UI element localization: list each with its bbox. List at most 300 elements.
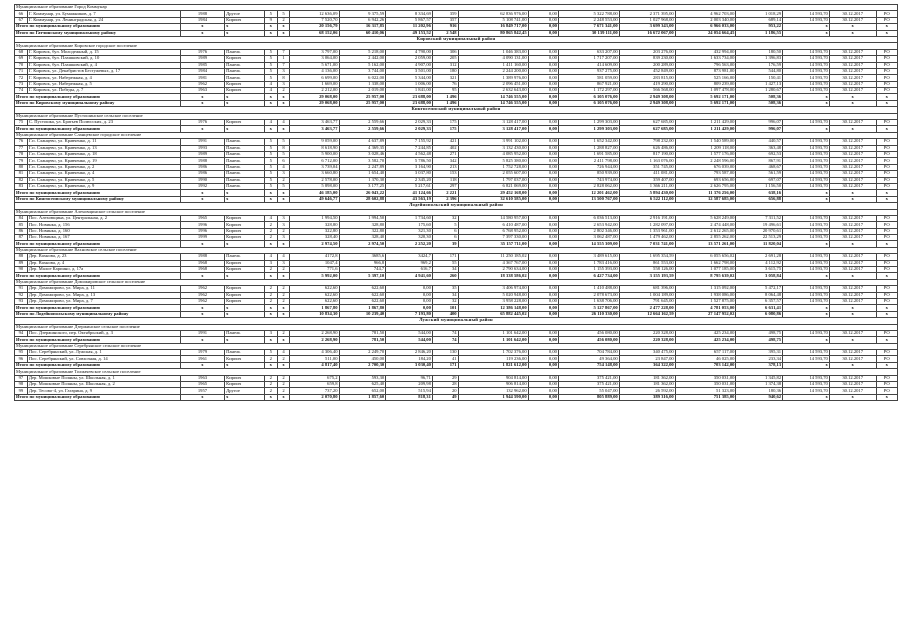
subtotal-cell: 46 185,00 [290, 190, 339, 196]
table-cell: Панель [225, 158, 265, 164]
table-cell: 1 172 297,00 [558, 88, 619, 94]
table-cell: 1 938 086,00 [675, 292, 736, 298]
subtotal-cell: 1 496 [432, 94, 458, 100]
table-cell: 2 626 795,00 [675, 183, 736, 189]
table-cell: 30.12.2017 [829, 228, 876, 234]
subtotal-cell: 14 746 555,00 [458, 100, 528, 106]
table-cell: Панель [225, 164, 265, 170]
table-cell: 544,00 [386, 330, 433, 336]
table-cell: 867,91 [736, 158, 783, 164]
table-cell: 1 211 429,00 [675, 120, 736, 126]
subtotal-cell: 25 957,00 [339, 94, 386, 100]
table-cell: 7 397 330,00 [458, 235, 528, 241]
table-cell: 2 [277, 286, 290, 292]
table-cell: 30.12.2017 [829, 382, 876, 388]
subtotal-cell: 627 685,00 [619, 126, 675, 132]
table-cell: РО [876, 350, 897, 356]
municipality-heading: Муниципальное образование Сланцевское городское поселение [15, 132, 898, 138]
table-cell: 14 593,70 [783, 171, 830, 177]
table-cell: 1 734,60 [386, 215, 433, 221]
subtotal-cell: x [225, 190, 265, 196]
subtotal-label: Итого по муниципальному образованию [15, 190, 181, 196]
table-cell: 704 784,00 [558, 350, 619, 356]
table-cell: 3 028,46 [339, 151, 386, 157]
subtotal-cell: x [783, 30, 830, 36]
table-cell: 363,48 [736, 145, 783, 151]
table-cell: РО [876, 298, 897, 304]
table-cell: 3424,7 [386, 254, 433, 260]
table-cell: 5 [264, 75, 277, 81]
table-cell: 171 [432, 254, 458, 260]
table-cell: 937 275,00 [558, 68, 619, 74]
table-cell: 175 [432, 120, 458, 126]
table-cell: 14 593,70 [783, 17, 830, 23]
table-cell: 1961 [180, 356, 224, 362]
district-heading: Лужский муниципальный район [15, 318, 898, 324]
table-cell: 4 085 952,00 [458, 151, 528, 157]
table-cell: 6 036 513,00 [558, 215, 619, 221]
table-cell: 5 [264, 56, 277, 62]
table-cell: 34 [432, 292, 458, 298]
subtotal-cell: 29 068,00 [290, 100, 339, 106]
table-cell: 8 618,90 [290, 145, 339, 151]
subtotal-cell: 260 [432, 273, 458, 279]
table-cell: 92 [15, 292, 28, 298]
table-cell: 0,00 [528, 330, 558, 336]
subtotal-cell: x [876, 196, 897, 202]
table-cell: 5 217,61 [386, 183, 433, 189]
subtotal-cell: x [225, 196, 265, 202]
table-cell: 0,00 [528, 375, 558, 381]
table-cell: 5 [264, 164, 277, 170]
table-cell: 1999 [180, 235, 224, 241]
subtotal-cell: 6 522 112,00 [619, 196, 675, 202]
table-cell: Кирпич [225, 356, 265, 362]
table-cell: Панель [225, 171, 265, 177]
table-cell: 3 128 417,00 [458, 120, 528, 126]
address-cell: Дер. Доможирово, ул. Мира, д. 11 [27, 286, 180, 292]
subtotal-cell: 6 631,41 [736, 305, 783, 311]
subtotal-cell: 6 427 734,00 [558, 273, 619, 279]
table-cell: 2 [277, 388, 290, 394]
table-cell: 3685,6 [339, 254, 386, 260]
subtotal-cell: 703 142,00 [675, 362, 736, 368]
subtotal-cell: x [876, 273, 897, 279]
subtotal-cell: 28 602,88 [339, 196, 386, 202]
table-cell: 14 593,70 [783, 56, 830, 62]
table-cell: 6 [432, 228, 458, 234]
subtotal-cell: 171 [432, 362, 458, 368]
table-cell: 328,80 [339, 222, 386, 228]
table-cell: Панель [225, 177, 265, 183]
table-cell: РО [876, 139, 897, 145]
table-cell: 5 [264, 350, 277, 356]
table-cell: 1 374,38 [736, 382, 783, 388]
table-cell: 6 [432, 235, 458, 241]
table-cell: 30.12.2017 [829, 267, 876, 273]
table-cell: 0,00 [528, 171, 558, 177]
table-cell: 5 898,00 [290, 183, 339, 189]
table-cell: 4 136,00 [290, 68, 339, 74]
subtotal-cell: 2 700,30 [339, 362, 386, 368]
table-cell: 2 [277, 228, 290, 234]
table-cell: 4 [264, 88, 277, 94]
table-cell: 1 669,00 [290, 81, 339, 87]
table-cell: 30.12.2017 [829, 177, 876, 183]
table-cell: 743 974,00 [558, 177, 619, 183]
subtotal-cell: 27 147 952,02 [675, 311, 736, 317]
district-heading: Кировский муниципальный район [15, 36, 898, 42]
table-cell: 809 239,00 [675, 81, 736, 87]
table-cell: 3 [277, 260, 290, 266]
subtotal-cell: 781,50 [339, 337, 386, 343]
table-cell: 5 [264, 139, 277, 145]
subtotal-cell: x [876, 24, 897, 30]
subtotal-cell: 0,00 [528, 24, 558, 30]
subtotal-cell: x [829, 100, 876, 106]
table-cell: 468,67 [736, 164, 783, 170]
table-cell: Кирпич [225, 17, 265, 23]
table-cell: 321 [432, 75, 458, 81]
table-cell: 203 276,00 [619, 49, 675, 55]
subtotal-cell: x [277, 311, 290, 317]
table-cell: 95 [15, 350, 28, 356]
table-cell: 30.12.2017 [829, 120, 876, 126]
subtotal-cell: x [876, 94, 897, 100]
table-cell: 14 593,70 [783, 350, 830, 356]
municipality-heading: Муниципальное образование Вахновское сельское поселение [15, 247, 898, 253]
table-cell: 1 994,50 [339, 215, 386, 221]
table-cell: 1 662 798,00 [675, 260, 736, 266]
table-cell: 2 653 942,00 [558, 222, 619, 228]
table-cell: Панель [225, 350, 265, 356]
address-cell: Пос. Серебрянский, ул. Лужская, д. 1 [27, 350, 180, 356]
table-cell: 2 059,00 [386, 56, 433, 62]
table-cell: Кирпич [225, 81, 265, 87]
table-cell: 5 [264, 183, 277, 189]
subtotal-cell: 6 105 076,00 [558, 100, 619, 106]
subtotal-cell: 0,00 [528, 305, 558, 311]
table-cell: 1962 [180, 286, 224, 292]
address-cell: Г. Кировск, ул. Победы, д. 7 [27, 88, 180, 94]
table-cell: 5 786,50 [386, 158, 433, 164]
table-cell: 2 247,89 [339, 164, 386, 170]
table-cell: Кирпич [225, 88, 265, 94]
table-cell: 76 [15, 139, 28, 145]
subtotal-cell: 0,00 [528, 311, 558, 317]
table-cell: 7 155,92 [386, 139, 433, 145]
subtotal-cell: x [180, 24, 224, 30]
table-cell: 1965 [180, 382, 224, 388]
table-cell: 906 814,00 [458, 382, 528, 388]
address-cell: Г. Кировск, ул. Набережная, д. 5 [27, 81, 180, 87]
table-cell: 20 [432, 388, 458, 394]
table-cell: 14 593,70 [783, 388, 830, 394]
table-cell: 30.12.2017 [829, 330, 876, 336]
table-cell: 5 825 380,00 [458, 158, 528, 164]
table-cell: 12 636,09 [290, 11, 339, 17]
table-cell: 3 [277, 235, 290, 241]
subtotal-cell: 16 317,85 [339, 24, 386, 30]
subtotal-cell: 2 559,66 [339, 126, 386, 132]
table-cell: Панель [225, 68, 265, 74]
table-cell: 1 299 303,00 [558, 120, 619, 126]
table-cell: 2 055 607,00 [458, 171, 528, 177]
table-cell: 2 802 346,00 [558, 228, 619, 234]
table-cell: 402 [432, 145, 458, 151]
subtotal-cell: 0,00 [528, 362, 558, 368]
subtotal-cell: x [277, 126, 290, 132]
table-cell: 6 821 069,00 [458, 183, 528, 189]
table-cell: 0,00 [528, 350, 558, 356]
table-cell: 1 282 097,00 [619, 222, 675, 228]
table-cell: 456 080,00 [558, 330, 619, 336]
table-cell: РО [876, 158, 897, 164]
table-cell: 3 062 487,00 [558, 235, 619, 241]
table-cell: 2 [264, 382, 277, 388]
subtotal-cell: 26 110 330,00 [558, 311, 619, 317]
table-cell: 0,00 [528, 75, 558, 81]
subtotal-cell: 6 080,86 [736, 311, 783, 317]
subtotal-cell: 12 664 162,59 [619, 311, 675, 317]
table-cell: 5 [264, 158, 277, 164]
table-cell: РО [876, 88, 897, 94]
table-cell: 0,00 [528, 254, 558, 260]
table-cell: 9 [264, 17, 277, 23]
table-cell: 328,80 [290, 222, 339, 228]
table-cell: 312 [432, 62, 458, 68]
table-cell: 69 [15, 56, 28, 62]
table-cell: 693 656,00 [675, 177, 736, 183]
table-cell: 3 582,70 [339, 158, 386, 164]
subtotal-cell: 0,00 [528, 196, 558, 202]
table-cell: 14 593,70 [783, 260, 830, 266]
table-cell: 622,60 [339, 298, 386, 304]
subtotal-cell: 3 030,40 [386, 362, 433, 368]
address-cell: Г.п. Сланцево, ул. Кравченко, д. 2 [27, 164, 180, 170]
table-cell: Кирпич [225, 375, 265, 381]
table-cell: 515,94 [386, 388, 433, 394]
subtotal-cell: 8 795 639,02 [675, 273, 736, 279]
subtotal-cell: 5 992,00 [290, 273, 339, 279]
table-cell: РО [876, 254, 897, 260]
subtotal-cell: x [783, 100, 830, 106]
table-cell: 0,00 [528, 382, 558, 388]
table-cell: 3 164,90 [386, 164, 433, 170]
subtotal-label: Итого по муниципальному образованию [15, 94, 181, 100]
table-cell: 30.12.2017 [829, 286, 876, 292]
table-cell: 4 [264, 120, 277, 126]
table-cell: 29 [432, 375, 458, 381]
table-cell: 359 [432, 11, 458, 17]
table-cell: 2 632 643,00 [458, 88, 528, 94]
table-cell: 5 218,00 [339, 49, 386, 55]
table-cell: 1988 [180, 254, 224, 260]
table-cell: 30.12.2017 [829, 222, 876, 228]
table-cell: 0,00 [528, 235, 558, 241]
table-cell: 1 540 589,00 [675, 139, 736, 145]
address-cell: Пос. Алеховщина, ул. Центральная, д. 2 [27, 215, 180, 221]
table-cell: 0,00 [528, 11, 558, 17]
table-cell: 2 578,00 [290, 177, 339, 183]
table-cell: 93 [15, 298, 28, 304]
table-cell: 1984 [180, 68, 224, 74]
address-cell: Пос. Новинка, д. 160 [27, 228, 180, 234]
table-cell: 9 375,59 [339, 11, 386, 17]
table-cell: 689,14 [736, 17, 783, 23]
municipality-heading: Муниципальное образование Пустошинское сельское поселение [15, 113, 898, 119]
table-cell: 9 059,00 [290, 139, 339, 145]
table-cell: 4 090 131,00 [458, 56, 528, 62]
subtotal-cell: 389 316,00 [619, 394, 675, 400]
subtotal-cell: x [783, 337, 830, 343]
table-cell: 1 006,00 [386, 81, 433, 87]
table-cell: 46 025,00 [675, 356, 736, 362]
address-cell: Пос. Дзержинского, пер. Октябрьский, д. 3 [27, 330, 180, 336]
subtotal-cell: x [264, 190, 277, 196]
table-cell: 2 411 798,00 [558, 158, 619, 164]
table-cell: 657 117,00 [675, 350, 736, 356]
table-cell: 2 244 200,00 [458, 68, 528, 74]
subtotal-cell: x [225, 311, 265, 317]
subtotal-cell: 16 849 717,00 [458, 24, 528, 30]
table-cell: 14 593,70 [783, 330, 830, 336]
table-cell: 5 [264, 49, 277, 55]
table-cell: 5 322 788,00 [558, 11, 619, 17]
table-cell: 271 [432, 151, 458, 157]
table-cell: 74 [432, 330, 458, 336]
table-cell: 2 855 262,00 [675, 235, 736, 241]
table-cell: 4 [264, 81, 277, 87]
table-cell: 1993 [180, 145, 224, 151]
table-cell: 1991 [180, 139, 224, 145]
table-cell: 0,00 [528, 215, 558, 221]
table-cell: 498,75 [736, 330, 783, 336]
table-cell: 817 190,00 [619, 151, 675, 157]
table-cell: 2 [277, 375, 290, 381]
table-cell: 205 [432, 56, 458, 62]
table-cell: 4 369,35 [339, 145, 386, 151]
table-cell: 83 [15, 183, 28, 189]
address-cell: Г. Кировск, бул. Плашковский, д. 10 [27, 56, 180, 62]
subtotal-cell: 14 555 309,00 [558, 241, 619, 247]
table-cell: 30.12.2017 [829, 62, 876, 68]
table-cell: 3 [264, 330, 277, 336]
subtotal-cell: x [277, 100, 290, 106]
subtotal-cell: x [876, 305, 897, 311]
table-cell: 4 [277, 120, 290, 126]
table-cell: 4 306,40 [290, 350, 339, 356]
subtotal-cell: 0,00 [528, 273, 558, 279]
table-cell: Кирпич [225, 382, 265, 388]
table-cell: 1965 [180, 215, 224, 221]
table-cell: 322,80 [290, 228, 339, 234]
subtotal-cell: x [225, 126, 265, 132]
table-cell: 525 166,00 [675, 75, 736, 81]
subtotal-cell: x [829, 241, 876, 247]
table-cell: 87 [15, 235, 28, 241]
subtotal-cell: x [264, 337, 277, 343]
table-cell: 340 475,00 [619, 350, 675, 356]
table-cell: 328,40 [339, 235, 386, 241]
subtotal-cell: x [277, 196, 290, 202]
table-cell: 1981 [180, 75, 224, 81]
table-cell: 306 [432, 49, 458, 55]
table-cell: 5 [277, 139, 290, 145]
table-cell: 3 037,80 [386, 171, 433, 177]
table-cell: РО [876, 375, 897, 381]
table-cell: 81 [15, 171, 28, 177]
table-cell: 1962 [180, 298, 224, 304]
table-cell: 867 921,00 [558, 81, 619, 87]
subtotal-cell: x [180, 190, 224, 196]
table-cell: 30.12.2017 [829, 388, 876, 394]
table-cell: 1 077 185,00 [675, 267, 736, 273]
table-cell: 622,60 [339, 292, 386, 298]
subtotal-cell: x [180, 100, 224, 106]
table-cell: 0,00 [528, 158, 558, 164]
table-cell: 419 290,00 [619, 81, 675, 87]
subtotal-label: Итого по Кингисеппскому муниципальному району [15, 196, 181, 202]
subtotal-cell: 3 463,77 [290, 126, 339, 132]
subtotal-cell: 2 221 [432, 190, 458, 196]
subtotal-cell: 11 202,96 [386, 24, 433, 30]
table-cell: 861 553,00 [619, 260, 675, 266]
table-cell: 2 [277, 177, 290, 183]
subtotal-cell: x [829, 311, 876, 317]
subtotal-cell: 41 124,66 [386, 190, 433, 196]
table-cell: 1989 [180, 56, 224, 62]
table-cell: 4172,8 [290, 254, 339, 260]
table-cell: Кирпич [225, 286, 265, 292]
municipality-heading: Муниципальное образование Толмачевское сельское поселение [15, 369, 898, 375]
subtotal-cell: x [225, 24, 265, 30]
table-cell: 181 362,00 [619, 382, 675, 388]
table-cell: 1984 [180, 17, 224, 23]
table-cell: 2 [264, 356, 277, 362]
subtotal-cell: 11 376 256,00 [675, 190, 736, 196]
subtotal-cell: x [277, 273, 290, 279]
address-cell: Пос. Серебрянский, ул. Совхозная, д. 14 [27, 356, 180, 362]
table-cell: 1 479 462,00 [619, 235, 675, 241]
table-cell: 0,00 [386, 298, 433, 304]
table-cell: 2 [277, 298, 290, 304]
subtotal-cell: 20 156,79 [290, 24, 339, 30]
table-cell: 1 288 827,00 [558, 145, 619, 151]
table-cell: 6 712,00 [290, 158, 339, 164]
table-cell: 78 [15, 151, 28, 157]
table-cell: 28 [432, 382, 458, 388]
table-cell: 627 685,00 [619, 120, 675, 126]
table-cell: 2 248 596,00 [675, 158, 736, 164]
address-cell: Г.п. Сланцево, ул. Кравченко, д. 19 [27, 158, 180, 164]
table-cell: 321,30 [386, 228, 433, 234]
address-cell: Дер. Малое Карпино, д. 17а [27, 267, 180, 273]
table-cell: 14 593,70 [783, 228, 830, 234]
table-cell: Кирпич [225, 222, 265, 228]
table-cell: 1957 [180, 388, 224, 394]
table-cell: 1 527 875,00 [675, 298, 736, 304]
subtotal-cell: x [829, 305, 876, 311]
subtotal-cell: x [264, 362, 277, 368]
table-cell: РО [876, 388, 897, 394]
table-cell: Кирпич [225, 56, 265, 62]
subtotal-cell: 5 397,10 [339, 273, 386, 279]
table-cell: 5 020 948,00 [458, 292, 528, 298]
subtotal-cell: 751 385,00 [675, 394, 736, 400]
table-cell: 5 [277, 183, 290, 189]
table-cell: 26 592,00 [619, 388, 675, 394]
